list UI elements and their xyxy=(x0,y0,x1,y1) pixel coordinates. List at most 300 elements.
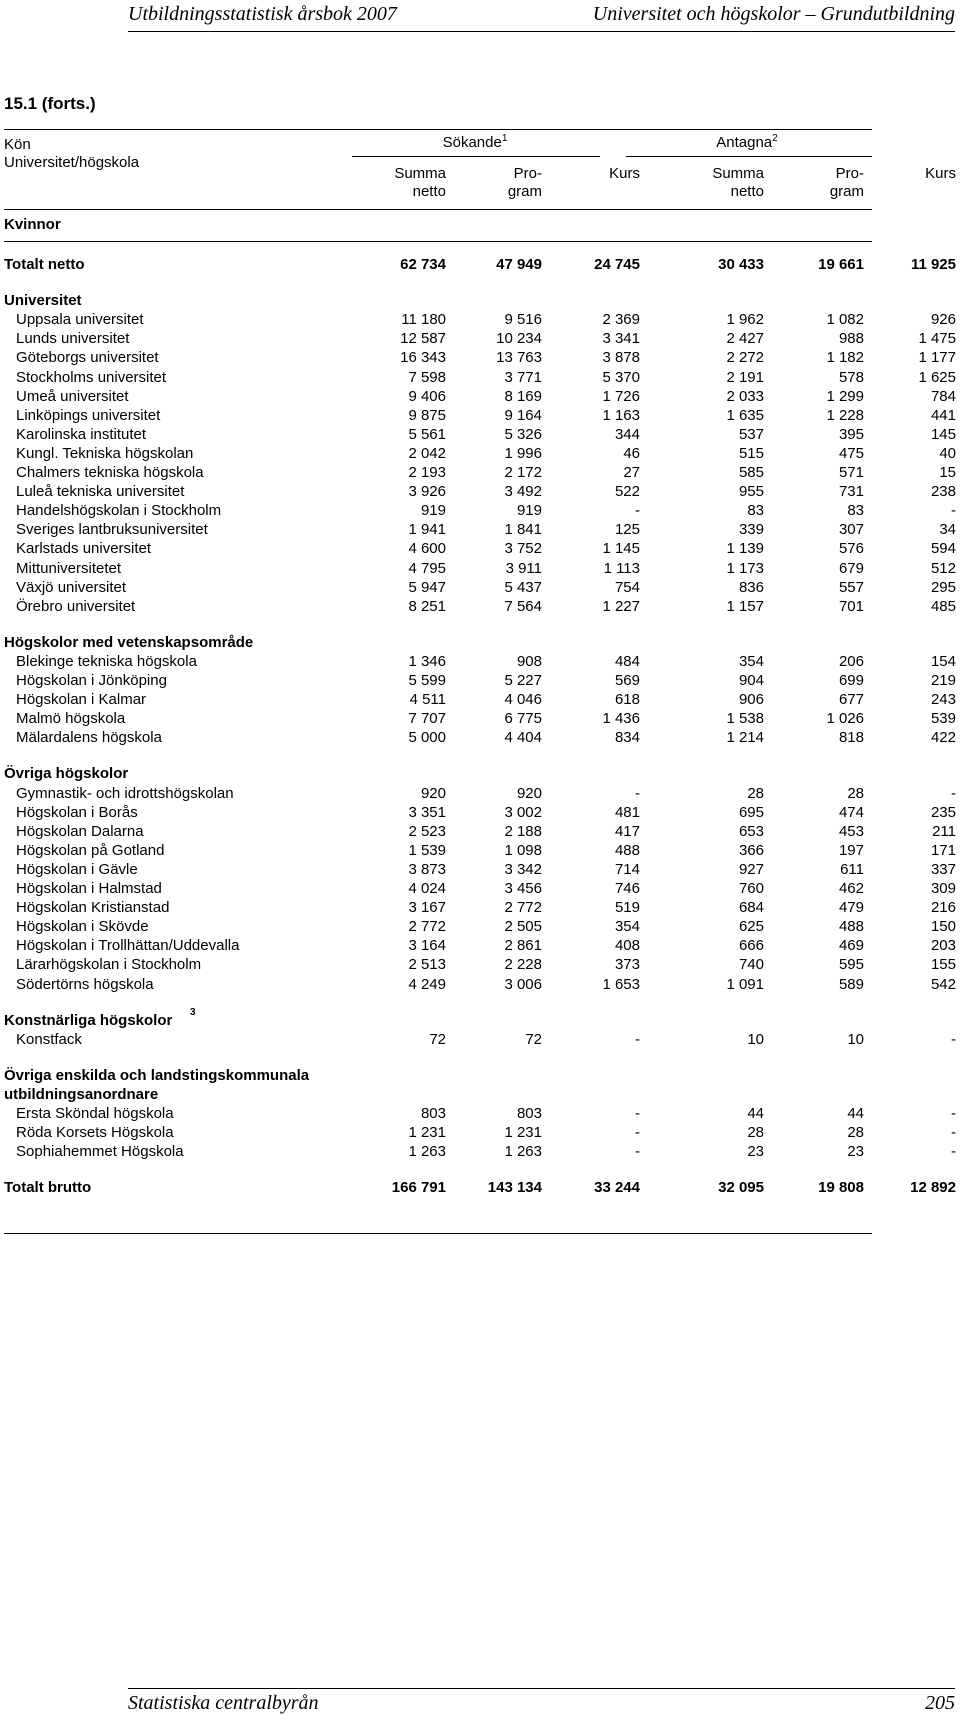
cell-sokande-program: 2 505 xyxy=(504,918,542,936)
cell-antagna-kurs: - xyxy=(951,1030,956,1048)
table-row xyxy=(0,670,960,691)
page-header xyxy=(0,0,960,34)
cell-sokande-program: 3 342 xyxy=(504,860,542,878)
header-section-title: Universitet och högskolor – Grundutbildning xyxy=(592,3,955,25)
cell-sokande-kurs: 417 xyxy=(614,822,640,840)
cell-antagna-kurs: 40 xyxy=(939,444,956,462)
cell-antagna-program: 1 026 xyxy=(826,710,864,728)
sokande-span-rule xyxy=(352,156,600,157)
cell-antagna-summa: 2 033 xyxy=(726,387,764,405)
cell-sokande-kurs: - xyxy=(635,1124,640,1142)
cell-antagna-summa: 740 xyxy=(738,956,764,974)
cell-sokande-summa: 16 343 xyxy=(400,349,446,367)
row-label: Konstnärliga högskolor xyxy=(4,1011,173,1029)
cell-sokande-program: 143 134 xyxy=(487,1179,542,1197)
row-label: Luleå tekniska universitet xyxy=(16,483,185,501)
cell-sokande-summa: 1 263 xyxy=(408,1143,446,1161)
cell-antagna-program: 611 xyxy=(840,860,864,878)
row-label: Högskolan i Skövde xyxy=(16,918,149,936)
cell-sokande-kurs: 27 xyxy=(623,464,640,481)
cell-sokande-program: 2 772 xyxy=(504,899,542,917)
cell-antagna-program: 1 228 xyxy=(826,406,864,424)
cell-sokande-kurs: 618 xyxy=(614,691,640,709)
cell-antagna-kurs: - xyxy=(951,784,956,802)
cell-sokande-kurs: - xyxy=(635,1143,640,1161)
section-heading xyxy=(0,763,960,784)
table-row xyxy=(0,309,960,330)
table-row xyxy=(0,727,960,748)
cell-antagna-summa: 760 xyxy=(738,880,764,897)
cell-antagna-summa: 2 191 xyxy=(726,368,764,386)
cell-sokande-program: 2 228 xyxy=(504,956,542,974)
row-label: Högskolan i Borås xyxy=(16,803,138,821)
cell-sokande-summa: 12 587 xyxy=(400,330,446,348)
footer-publisher: Statistiska centralbyrån xyxy=(128,1692,319,1714)
total-row xyxy=(0,1177,960,1198)
cell-sokande-kurs: 3 341 xyxy=(602,330,640,348)
col-sokande-kurs: Kurs xyxy=(609,165,640,182)
cell-antagna-kurs: 539 xyxy=(930,710,956,728)
cell-sokande-kurs: 484 xyxy=(614,652,640,670)
row-label: Växjö universitet xyxy=(16,578,127,596)
cell-antagna-kurs: 542 xyxy=(930,975,956,993)
cell-sokande-program: 3 752 xyxy=(504,540,542,558)
row-label: Övriga högskolor xyxy=(4,765,129,783)
col-antagna-summa-top: Summa xyxy=(712,165,764,182)
table-row xyxy=(0,347,960,368)
row-label: Kungl. Tekniska högskolan xyxy=(16,444,194,462)
row-label: Högskolan i Halmstad xyxy=(16,880,162,897)
cell-antagna-program: 206 xyxy=(838,652,864,670)
cell-sokande-kurs: 1 653 xyxy=(602,975,640,993)
col-sokande-program-top: Pro- xyxy=(513,165,542,182)
cell-sokande-kurs: 354 xyxy=(614,918,640,936)
cell-sokande-kurs: 24 745 xyxy=(594,256,640,273)
cell-sokande-kurs: 519 xyxy=(614,899,640,917)
cell-antagna-program: 988 xyxy=(838,330,864,348)
cell-sokande-kurs: 344 xyxy=(614,425,640,443)
cell-sokande-program: 2 188 xyxy=(504,822,542,840)
cell-sokande-kurs: 1 227 xyxy=(602,597,640,615)
cell-sokande-kurs: 714 xyxy=(614,860,640,878)
cell-sokande-kurs: 1 726 xyxy=(602,387,640,405)
header-publication-title: Utbildningsstatistisk årsbok 2007 xyxy=(128,3,397,25)
stub-heading-gender: Kön xyxy=(4,136,31,153)
cell-sokande-summa: 4 024 xyxy=(408,880,446,897)
cell-sokande-program: 5 227 xyxy=(504,672,542,689)
cell-antagna-kurs: - xyxy=(951,1124,956,1142)
cell-sokande-kurs: 46 xyxy=(623,444,640,462)
cell-sokande-kurs: 481 xyxy=(614,803,640,821)
cell-antagna-kurs: 784 xyxy=(930,387,956,405)
cell-antagna-kurs: 15 xyxy=(939,464,956,481)
cell-sokande-kurs: 1 145 xyxy=(602,540,640,558)
gender-heading: Kvinnor xyxy=(4,216,61,233)
cell-antagna-summa: 2 427 xyxy=(726,330,764,348)
col-sokande-summa-bottom: netto xyxy=(412,183,446,200)
row-label: Handelshögskolan i Stockholm xyxy=(16,502,222,520)
table-row xyxy=(0,651,960,672)
cell-sokande-program: 3 006 xyxy=(504,975,542,993)
cell-antagna-program: 469 xyxy=(838,937,864,955)
cell-sokande-kurs: 3 878 xyxy=(602,349,640,367)
col-antagna-summa-bottom: netto xyxy=(730,183,764,200)
row-label: Högskolan i Kalmar xyxy=(16,691,147,709)
cell-sokande-program: 5 326 xyxy=(504,425,542,443)
cell-antagna-summa: 684 xyxy=(738,899,764,917)
cell-antagna-kurs: 1 177 xyxy=(918,349,956,367)
cell-antagna-kurs: 203 xyxy=(930,937,956,955)
cell-sokande-kurs: 746 xyxy=(614,880,640,897)
cell-antagna-summa: 585 xyxy=(738,464,764,481)
cell-antagna-program: 557 xyxy=(838,578,864,596)
cell-antagna-program: 28 xyxy=(847,784,864,802)
cell-antagna-program: 576 xyxy=(838,540,864,558)
row-label: Göteborgs universitet xyxy=(16,349,159,367)
row-label: Konstfack xyxy=(16,1030,82,1048)
footnote-2-marker: 2 xyxy=(772,133,778,144)
cell-sokande-summa: 2 042 xyxy=(408,444,446,462)
cell-sokande-program: 4 046 xyxy=(504,691,542,709)
cell-antagna-program: 23 xyxy=(847,1143,864,1161)
table-row xyxy=(0,859,960,880)
cell-antagna-summa: 1 635 xyxy=(726,406,764,424)
cell-sokande-program: 47 949 xyxy=(496,256,542,273)
row-label: Högskolor med vetenskapsområde xyxy=(4,633,254,651)
cell-sokande-summa: 11 180 xyxy=(401,311,446,329)
table-row xyxy=(0,1141,960,1162)
table-bottom-rule xyxy=(4,1233,872,1234)
group-heading-sokande-label: Sökande xyxy=(442,134,502,151)
group-heading-antagna-label: Antagna xyxy=(716,134,773,151)
cell-sokande-summa: 3 167 xyxy=(408,899,446,917)
cell-antagna-program: 475 xyxy=(838,444,864,462)
cell-antagna-program: 10 xyxy=(847,1030,864,1048)
cell-antagna-kurs: 12 892 xyxy=(910,1179,956,1197)
cell-antagna-program: 1 182 xyxy=(826,349,864,367)
table-row xyxy=(0,538,960,559)
row-label: Södertörns högskola xyxy=(16,975,154,993)
section-heading xyxy=(0,632,960,653)
table-row xyxy=(0,935,960,956)
col-antagna-program-bottom: gram xyxy=(829,183,864,200)
cell-antagna-kurs: 238 xyxy=(930,483,956,501)
cell-sokande-program: 920 xyxy=(516,784,542,802)
cell-antagna-kurs: 926 xyxy=(930,311,956,329)
cell-sokande-kurs: 569 xyxy=(614,672,640,689)
cell-sokande-program: 8 169 xyxy=(504,387,542,405)
cell-sokande-kurs: 2 369 xyxy=(602,311,640,329)
table-row xyxy=(0,519,960,540)
cell-sokande-program: 803 xyxy=(516,1105,542,1122)
cell-sokande-program: 1 263 xyxy=(504,1143,542,1161)
row-label: Stockholms universitet xyxy=(16,368,167,386)
table-row xyxy=(0,708,960,729)
cell-antagna-kurs: 1 625 xyxy=(918,368,956,386)
cell-sokande-summa: 72 xyxy=(429,1030,446,1048)
cell-sokande-program: 5 437 xyxy=(504,578,542,596)
cell-antagna-summa: 44 xyxy=(747,1105,764,1122)
cell-sokande-kurs: 33 244 xyxy=(594,1179,640,1197)
row-label: Universitet xyxy=(4,292,82,310)
row-label: Sveriges lantbruksuniversitet xyxy=(16,521,208,539)
cell-antagna-kurs: 1 475 xyxy=(918,330,956,348)
cell-sokande-program: 3 002 xyxy=(504,803,542,821)
cell-sokande-program: 4 404 xyxy=(504,729,542,747)
table-row xyxy=(0,783,960,804)
cell-sokande-program: 6 775 xyxy=(504,710,542,728)
page-number: 205 xyxy=(925,1692,955,1714)
row-label: Röda Korsets Högskola xyxy=(16,1124,174,1142)
cell-sokande-summa: 166 791 xyxy=(391,1179,446,1197)
cell-sokande-kurs: 488 xyxy=(614,841,640,859)
section-heading: Konstnärliga högskolor 3 xyxy=(4,1006,196,1029)
cell-antagna-summa: 28 xyxy=(747,784,764,802)
cell-antagna-summa: 1 091 xyxy=(726,975,764,993)
cell-sokande-summa: 2 772 xyxy=(408,918,446,936)
row-label: Övriga enskilda och landstingskommunala xyxy=(4,1066,310,1084)
header-rule xyxy=(128,31,955,32)
cell-antagna-kurs: 309 xyxy=(930,880,956,897)
cell-antagna-kurs: 441 xyxy=(930,406,956,424)
table-row xyxy=(0,802,960,823)
cell-sokande-summa: 5 000 xyxy=(408,729,446,747)
row-label: Högskolan i Trollhättan/Uddevalla xyxy=(16,937,240,955)
cell-antagna-program: 19 661 xyxy=(818,256,864,273)
cell-antagna-kurs: 594 xyxy=(930,540,956,558)
cell-sokande-summa: 4 511 xyxy=(409,691,446,709)
cell-antagna-kurs: 219 xyxy=(930,672,956,689)
cell-antagna-kurs: 216 xyxy=(930,899,956,917)
table-row xyxy=(0,462,960,483)
cell-sokande-summa: 920 xyxy=(420,784,446,802)
row-label: Högskolan Kristianstad xyxy=(16,899,170,917)
cell-antagna-program: 395 xyxy=(838,425,864,443)
row-label: Lunds universitet xyxy=(16,330,130,348)
cell-antagna-kurs: 295 xyxy=(930,578,956,596)
cell-sokande-summa: 3 873 xyxy=(408,860,446,878)
table-row xyxy=(0,954,960,975)
cell-sokande-summa: 1 941 xyxy=(408,521,446,539)
table-row xyxy=(0,1103,960,1124)
table-row xyxy=(0,1122,960,1143)
section-heading xyxy=(0,1065,960,1086)
cell-sokande-summa: 7 598 xyxy=(408,368,446,386)
cell-antagna-kurs: - xyxy=(951,1105,956,1122)
cell-antagna-summa: 666 xyxy=(738,937,764,955)
cell-antagna-program: 731 xyxy=(838,483,864,501)
cell-antagna-program: 571 xyxy=(838,464,864,481)
cell-antagna-program: 699 xyxy=(838,672,864,689)
cell-antagna-program: 307 xyxy=(838,521,864,539)
cell-antagna-kurs: 34 xyxy=(939,521,956,539)
cell-sokande-program: 3 771 xyxy=(504,368,542,386)
cell-sokande-summa: 1 346 xyxy=(408,652,446,670)
cell-sokande-program: 1 098 xyxy=(504,841,542,859)
cell-antagna-program: 595 xyxy=(838,956,864,974)
cell-antagna-program: 479 xyxy=(838,899,864,917)
cell-antagna-summa: 515 xyxy=(738,444,764,462)
row-label: Karlstads universitet xyxy=(16,540,152,558)
antagna-span-rule xyxy=(626,156,872,157)
cell-antagna-program: 818 xyxy=(838,729,864,747)
cell-antagna-program: 589 xyxy=(838,975,864,993)
cell-antagna-summa: 695 xyxy=(738,803,764,821)
table-row xyxy=(0,558,960,579)
cell-antagna-program: 1 082 xyxy=(826,311,864,329)
section-heading xyxy=(0,1084,960,1105)
cell-antagna-program: 19 808 xyxy=(818,1179,864,1197)
table-row xyxy=(0,821,960,842)
cell-sokande-program: 1 996 xyxy=(504,444,542,462)
cell-antagna-kurs: 422 xyxy=(930,729,956,747)
cell-sokande-summa: 4 600 xyxy=(408,540,446,558)
cell-antagna-summa: 1 214 xyxy=(726,729,764,747)
cell-sokande-kurs: 1 113 xyxy=(603,559,640,577)
cell-sokande-program: 7 564 xyxy=(504,597,542,615)
row-label: utbildningsanordnare xyxy=(4,1085,159,1103)
row-label: Chalmers tekniska högskola xyxy=(16,464,204,481)
table-row xyxy=(0,974,960,995)
stub-heading-university: Universitet/högskola xyxy=(4,154,140,171)
cell-sokande-summa: 1 539 xyxy=(408,841,446,859)
cell-antagna-summa: 625 xyxy=(738,918,764,936)
cell-sokande-kurs: - xyxy=(635,502,640,520)
cell-sokande-summa: 9 875 xyxy=(408,406,446,424)
cell-antagna-summa: 927 xyxy=(738,860,764,878)
cell-sokande-summa: 3 164 xyxy=(408,937,446,955)
col-antagna-program-top: Pro- xyxy=(835,165,864,182)
row-label: Örebro universitet xyxy=(16,597,136,615)
cell-sokande-summa: 5 947 xyxy=(408,578,446,596)
cell-sokande-summa: 803 xyxy=(420,1105,446,1122)
cell-sokande-kurs: 408 xyxy=(614,937,640,955)
total-row xyxy=(0,254,960,275)
table-row xyxy=(0,596,960,617)
table-row xyxy=(0,916,960,937)
table-number: 15.1 (forts.) xyxy=(4,94,96,113)
cell-antagna-summa: 28 xyxy=(747,1124,764,1142)
row-label: Högskolan i Gävle xyxy=(16,860,138,878)
cell-antagna-summa: 1 139 xyxy=(726,540,764,558)
cell-antagna-summa: 1 538 xyxy=(726,710,764,728)
cell-sokande-kurs: 754 xyxy=(614,578,640,596)
cell-antagna-summa: 83 xyxy=(747,502,764,520)
table-top-rule xyxy=(4,129,872,130)
cell-sokande-summa: 1 231 xyxy=(408,1124,446,1142)
cell-antagna-program: 462 xyxy=(838,880,864,897)
row-label: Totalt brutto xyxy=(4,1179,92,1197)
table-row xyxy=(0,424,960,445)
cell-antagna-kurs: 155 xyxy=(930,956,956,974)
row-label: Sophiahemmet Högskola xyxy=(16,1143,184,1161)
cell-sokande-summa: 8 251 xyxy=(408,597,446,615)
cell-antagna-program: 1 299 xyxy=(826,387,864,405)
cell-sokande-kurs: - xyxy=(635,1105,640,1122)
table-row xyxy=(0,443,960,464)
cell-antagna-kurs: - xyxy=(951,502,956,520)
table-row xyxy=(0,386,960,407)
cell-sokande-kurs: 125 xyxy=(614,521,640,539)
group-heading-sokande xyxy=(350,134,600,151)
cell-antagna-summa: 653 xyxy=(738,822,764,840)
row-label: Högskolan Dalarna xyxy=(16,822,144,840)
row-label: Blekinge tekniska högskola xyxy=(16,652,197,670)
cell-sokande-program: 1 841 xyxy=(504,521,542,539)
cell-antagna-kurs: 145 xyxy=(930,425,956,443)
cell-sokande-summa: 5 561 xyxy=(408,425,446,443)
table-row xyxy=(0,481,960,502)
cell-sokande-summa: 9 406 xyxy=(408,387,446,405)
cell-antagna-program: 453 xyxy=(838,822,864,840)
cell-antagna-program: 44 xyxy=(847,1105,864,1122)
cell-antagna-kurs: 512 xyxy=(930,559,956,577)
cell-sokande-program: 2 861 xyxy=(504,937,542,955)
cell-antagna-summa: 836 xyxy=(738,578,764,596)
cell-sokande-kurs: 834 xyxy=(614,729,640,747)
cell-antagna-kurs: 243 xyxy=(930,691,956,709)
cell-sokande-program: 13 763 xyxy=(496,349,542,367)
table-row xyxy=(0,500,960,521)
cell-antagna-summa: 32 095 xyxy=(718,1179,764,1197)
table-row xyxy=(0,577,960,598)
section-heading xyxy=(0,290,960,311)
cell-sokande-program: 9 516 xyxy=(504,311,542,329)
table-row xyxy=(0,1029,960,1050)
row-label: Uppsala universitet xyxy=(16,311,144,329)
cell-antagna-summa: 339 xyxy=(738,521,764,539)
cell-sokande-kurs: 373 xyxy=(614,956,640,974)
cell-antagna-summa: 906 xyxy=(738,691,764,709)
cell-sokande-program: 1 231 xyxy=(504,1124,542,1142)
cell-antagna-program: 679 xyxy=(838,559,864,577)
row-label: Mälardalens högskola xyxy=(16,729,162,747)
cell-sokande-summa: 62 734 xyxy=(400,256,446,273)
cell-antagna-summa: 1 962 xyxy=(726,311,764,329)
table-row xyxy=(0,897,960,918)
cell-sokande-program: 3 911 xyxy=(505,559,542,577)
cell-sokande-program: 919 xyxy=(516,502,542,520)
cell-antagna-program: 197 xyxy=(838,841,864,859)
footnote-1-marker: 1 xyxy=(501,133,508,144)
cell-antagna-summa: 2 272 xyxy=(726,349,764,367)
cell-antagna-program: 701 xyxy=(838,597,864,615)
cell-antagna-kurs: 211 xyxy=(932,822,956,840)
cell-sokande-program: 2 172 xyxy=(504,464,542,481)
cell-antagna-program: 83 xyxy=(847,502,864,520)
table-row xyxy=(0,405,960,426)
cell-sokande-summa: 7 707 xyxy=(408,710,446,728)
row-label: Högskolan på Gotland xyxy=(16,841,165,859)
table-row xyxy=(0,689,960,710)
row-label: Ersta Sköndal högskola xyxy=(16,1105,174,1122)
cell-sokande-summa: 2 513 xyxy=(408,956,446,974)
cell-antagna-kurs: 337 xyxy=(930,860,956,878)
cell-antagna-program: 28 xyxy=(847,1124,864,1142)
header-bottom-rule xyxy=(4,209,872,210)
cell-antagna-kurs: 11 925 xyxy=(910,256,956,273)
cell-antagna-summa: 1 173 xyxy=(726,559,764,577)
cell-sokande-program: 3 492 xyxy=(504,483,542,501)
gender-rule xyxy=(4,241,872,242)
cell-antagna-summa: 10 xyxy=(747,1030,764,1048)
cell-antagna-summa: 354 xyxy=(738,652,764,670)
row-label: Lärarhögskolan i Stockholm xyxy=(16,956,202,974)
cell-antagna-kurs: 150 xyxy=(930,918,956,936)
footer-rule xyxy=(128,1688,955,1689)
cell-sokande-summa: 3 351 xyxy=(408,803,446,821)
cell-sokande-program: 10 234 xyxy=(496,330,542,348)
